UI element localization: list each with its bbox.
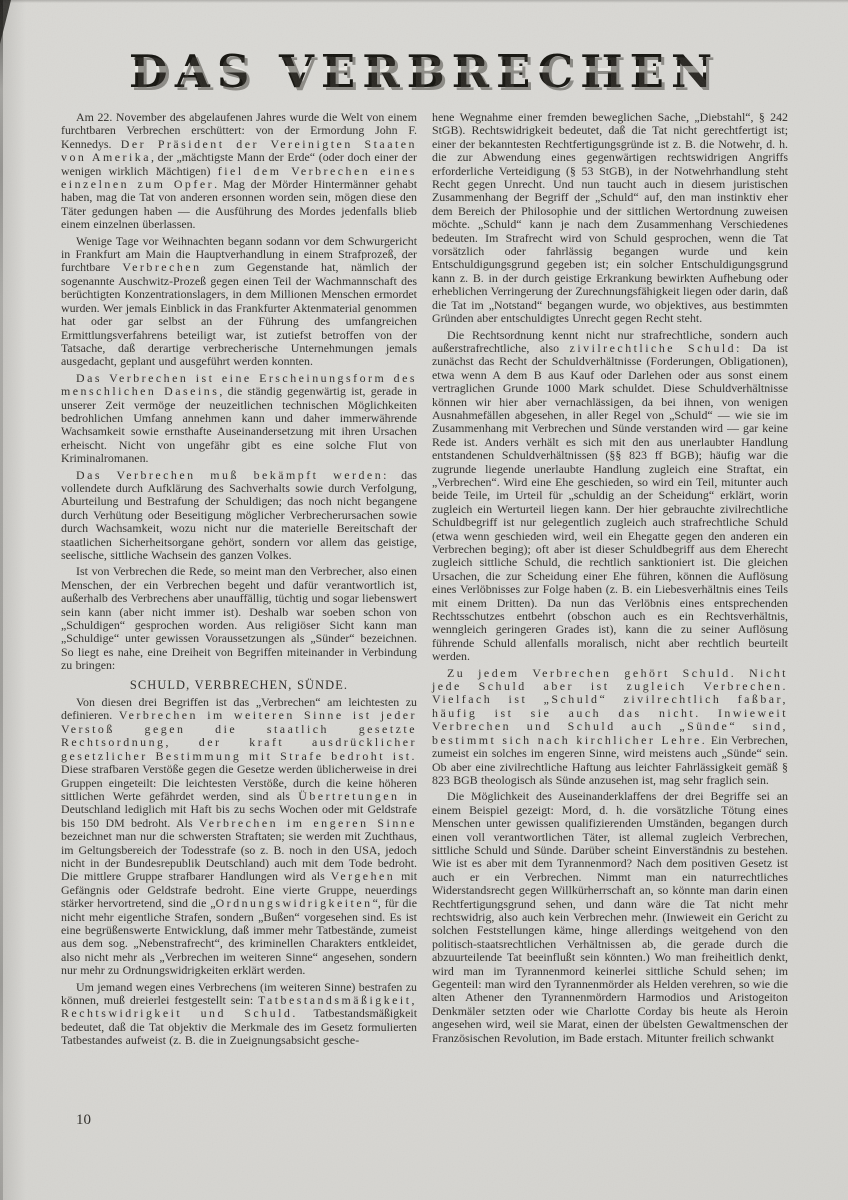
- body-text: mit Gefängnis oder Geldstrafe bedroht. Eine vierte Gruppe, neuerdings stärker hervortretend, sind die „: [61, 869, 417, 911]
- body-text: . Mag der Mörder Hintermänner gehabt haben, mag die Tat von anderen ersonnen worden sein, mögen diese den Täter gedungen haben — die Ausführung des Mordes jedenfalls blieb einem einzelnen überlassen.: [61, 177, 418, 232]
- right-column: [432, 111, 788, 1111]
- emphasized-text: Der Präsident der Vereinigten Staaten von Amerika: [61, 136, 417, 165]
- body-text: Diese strafbaren Verstöße gegen die Gesetze werden üblicherweise in drei Gruppen eingeteilt: Die leichtesten Verstöße, durch die keine höheren sittlichen Werte gefährdet werden, sind als: [61, 762, 417, 803]
- body-text: , der „mächtigste Mann der Erde“ (oder doch einer der wenigen wirklich Mächtigen): [61, 150, 417, 178]
- paragraph: [432, 329, 788, 664]
- gutter-shadow: [0, 0, 26, 1200]
- emphasized-text: Verbrechen im engeren Sinne: [198, 815, 417, 830]
- paragraph: [61, 696, 417, 978]
- emphasized-text: Übertretungen: [298, 788, 400, 803]
- emphasized-text: Tatbestandsmäßigkeit, Rechtswidrigkeit und Schuld.: [61, 993, 417, 1021]
- section-heading: SCHULD, VERBRECHEN, SÜNDE.: [129, 677, 349, 692]
- body-text: Die Möglichkeit des Auseinanderklaffens der drei Begriffe sei an einem Beispiel gezeigt: Mord, d. h. die vorsätzliche Tötung eines Menschen unter gewissen qualifizierenden Umständen, begangen durch einen voll verantwortlichen Täter, ist allemal zugleich Verbrechen, sittliche Schuld und Sünde. Darüber scheint Einverständnis zu bestehen. Wie ist es aber mit dem Tyrannenmord? Nach dem positiven Gesetz ist auch er ein Verbrechen. Nimmt man ein naturrechtliches Widerstandsrecht gegen Willkürherrschaft an, so könnte man darin einen Rechtfertigungsgrund sehen, und dann wäre die Tat nicht mehr rechtswidrig, also auch kein Verbrechen mehr. (Inwieweit ein Gericht zu solchen Feststellungen käme, hinge allerdings weitgehend von den politisch-staatsrechtlichen Verhältnissen ab, die gerade durch die abzuurteilende Tat beeinflußt sein könnten.) Wo man freiheitlich denkt, wird man im Tyrannenmord keinerlei sittliche Schuld sehen; im Gegenteil: man wird den Tyrannenmörder als Helden verehren, so wie die alten Athener den Tyrannenmördern Harmodios und Aristogeiton Denkmäler setzten oder wie Charlotte Corday bis heute als Heroin angesehen wird, weil sie Marat, einen der übelsten Gewaltmenschen der Französischen Revolution, im Bade erstach. Mitunter freilich schwankt: [432, 789, 788, 1045]
- body-text: Ist von Verbrechen die Rede, so meint man den Verbrecher, also einen Menschen, der ein Verbrechen begeht und dafür verantwortlich ist, außerhalb des Verbrechens aber unauffällig, tüchtig und sogar liebenswert sein kann (aber nicht immer ist). Deshalb war soeben schon von „Schuldigen“ gesprochen worden. Aus religiöser Sicht kann man „Schuldige“ unter gewissen Voraussetzungen als „Sünder“ bezeichnen. So liegt es nahe, eine Dreiheit von Begriffen miteinander in Verbindung zu bringen:: [61, 564, 417, 673]
- body-text: Die Rechtsordnung kennt nicht nur strafrechtliche, sondern auch außerstrafrechtliche, also: [432, 327, 788, 355]
- body-text: zum Gegenstande hat, nämlich der sogenannte Auschwitz-Prozeß gegen einen Teil der Wachmannschaft des berüchtigten Konzentrationslagers, in dem Millionen Menschen ermordet wurden. Wer jemals Einblick in das Frankfurter Aktenmaterial genommen hat oder gar selbst an der Führung des umfangreichen Ermittlungsverfahrens beteiligt war, ist zutiefst betroffen von der Tatsache, daß derartige verbrecherische Unternehmungen jemals ausgedacht, geplant und ausgeführt werden konnten.: [61, 260, 417, 369]
- paragraph: [61, 981, 417, 1048]
- paragraph: [61, 235, 417, 369]
- body-text: Von diesen drei Begriffen ist das „Verbrechen“ am leichtesten zu definieren.: [61, 695, 417, 723]
- body-text: hene Wegnahme einer fremden beweglichen Sache, „Diebstahl“, § 242 StGB). Rechtswidrigkeit bedeutet, daß die Tat nicht gerechtfertigt ist; einer der bekanntesten Rechtfertigungsgründe ist z. B. die Notwehr, d. h. die zur Abwendung eines gegenwärtigen rechtswidrigen Angriffs erforderliche Verteidigung (§ 53 StGB), in der Notwehrhandlung steht Recht gegen Unrecht. Und nun taucht auch in diesem juristischen Zusammenhang der Begriff der „Schuld“ auf, den man instinktiv eher dem Bereich der Philosophie und der sittlichen Wertordnung zuweisen möchte. „Schuld“ kann je nach dem Zusammenhang Verschiedenes bedeuten. Im Strafrecht wird von Schuld gesprochen, wenn die Tat vorsätzlich oder fahrlässig begangen wurde und kein Entschuldigungsgrund gegeben ist; ein solcher Entschuldigungsgrund kann z. B. in der durch geistige Erkrankung bewirkten Aufhebung oder erheblichen Verringerung der Zurechnungsfähigkeit liegen oder darin, daß die Tat im „Notstand“ begangen wurde, wo objektives, aus bestimmten Gründen aber entschuldigtes Unrecht gegen Recht steht.: [432, 110, 788, 326]
- body-text: in Deutschland lediglich mit Haft bis zu sechs Wochen oder mit Geldstrafe bis 150 DM bedroht. Als: [61, 788, 418, 830]
- body-text: Um jemand wegen eines Verbrechens (im weiteren Sinne) bestrafen zu können, muß dreierlei festgestellt sein:: [61, 979, 417, 1007]
- emphasized-text: Ordnungswidrigkeiten: [215, 896, 373, 911]
- emphasized-text: fiel dem Verbrechen eines einzelnen zum Opfer: [61, 163, 417, 192]
- paragraph: [432, 790, 788, 1045]
- body-text: Da ist zunächst das Recht der Schuldverhältnisse (Forderungen, Obligationen), etwa wenn A dem B aus Kauf oder Darlehen oder aus sonst einem vertraglichen Grunde 1000 Mark schuldet. Diese Schuldverhältnisse können wir hier aber vernachlässigen, da bei ihnen, von wenigen Ausnahmefällen abgesehen, in aller Regel von „Schuld“ — wie sie im Zusammenhang mit Verbrechen und Sünde verstanden wird — gar keine Rede ist. Anders verhält es sich mit den aus unerlaubter Handlung entstandenen Schuldverhältnissen (§§ 823 ff BGB); häufig war die zugrunde liegende unerlaubte Handlung zugleich eine Straftat, ein „Verbrechen“. Wird eine Ehe geschieden, so wird ein Teil, mitunter auch beide Teile, im Urteil für „schuldig an der Scheidung“ erklärt, worin zugleich ein Werturteil liegen kann. Der hier gebrauchte zivilrechtliche Schuldbegriff ist nur gelegentlich zugleich auch strafrechtliche Schuld (etwa wenn geschieden wird, weil ein Ehegatte gegen den anderen ein Verbrechen beging); oft aber ist dieser Schuldbegriff aus dem Eherecht zugleich sittliche Schuld, die rechtlich sanktioniert ist. Die gleichen Ursachen, die zur Scheidung einer Ehe führen, können die Auflösung eines Verlöbnisses zur Folge haben (z. B. ein Liebesverhältnis eines Teils mit einem Dritten). Da nun das Verlöbnis eines entsprechenden Rechtsschutzes entbehrt (obschon auch es ein Rechtsverhältnis, wenngleich geringeren Grades ist), kann die zu seiner Auflösung führende Schuld allenfalls moralisch, nicht aber rechtlich beurteilt werden.: [432, 340, 788, 664]
- article-body: [61, 111, 788, 1111]
- body-text: das vollendete durch Aufklärung des Sachverhalts sowie durch Verfolgung, Aburteilung und Bestrafung der Schuldigen; das noch nicht begangene durch Verhütung oder Beseitigung möglicher Verbrecherursachen sowie durch Wachsamkeit, wozu nicht nur die materielle Bereitschaft der staatlichen Sicherheitsorgane gehört, sondern vor allem das geistige, seelische, sittliche Wachsein des ganzen Volkes.: [61, 467, 417, 562]
- emphasized-text: Verbrechen im weiteren Sinne ist jeder Verstoß gegen die staatlich gesetzte Rechtsordnung, der kraft ausdrücklicher gesetzlicher Bestimmung mit Strafe bedroht ist.: [61, 708, 418, 763]
- paragraph: [61, 372, 417, 466]
- emphasized-text: Verbrechen: [122, 260, 202, 275]
- body-text: bezeichnet man nur die schwersten Straftaten; sie werden mit Zuchthaus, im Geltungsbereich der Todesstrafe (so z. B. noch in den USA, jedoch nicht in der Bundesrepublik Deutschland) auch mit dem Tode bedroht. Die mittlere Gruppe strafbarer Handlungen wird als: [61, 829, 417, 884]
- paragraph: [61, 111, 417, 232]
- paragraph: [61, 469, 417, 563]
- left-column: [61, 111, 417, 1111]
- scan-edge-artifact: [0, 0, 848, 3]
- emphasized-text: Zu jedem Verbrechen gehört Schuld. Nicht jede Schuld aber ist zugleich Verbrechen. Vielfach ist „Schuld“ zivilrechtlich faßbar, häufig ist sie auch das nicht. Inwieweit Verbrechen und Schuld auch „Sünde“ sind, bestimmt sich nach kirchlicher Lehre.: [432, 665, 788, 747]
- emphasized-text: zivilrechtliche Schuld:: [569, 340, 742, 355]
- body-text: Wenige Tage vor Weihnachten begann sodann vor dem Schwurgericht in Frankfurt am Main die Hauptverhandlung in einem Strafprozeß, der furchtbare: [61, 233, 417, 275]
- emphasized-text: Das Verbrechen ist eine Erscheinungsform des menschlichen Daseins: [61, 370, 417, 399]
- body-text: Tatbestandsmäßigkeit bedeutet, daß die Tat objektiv die Merkmale des im Gesetz formulierten Tatbestandes aufweist (z. B. die in Zueignungsabsicht gesche-: [61, 1006, 418, 1048]
- page-number: 10: [76, 1112, 91, 1128]
- body-text: “, für die nicht mehr eigentliche Strafen, sondern „Bußen“ vorgesehen sind. Es ist eine begrüßenswerte Entwicklung, daß immer mehr Tatbestände, zumeist aus dem sog. „Nebenstrafrecht“, des kriminellen Charakters entkleidet, also nicht mehr als „Verbrechen im weiteren Sinne“ angesehen, sondern nur mehr zu Ordnungswidrigkeiten erklärt werden.: [61, 896, 417, 978]
- emphasized-text: Das Verbrechen muß bekämpft werden:: [76, 467, 389, 482]
- body-text: Am 22. November des abgelaufenen Jahres wurde die Welt von einem furchtbaren Verbrechen erschüttert: von der Ermordung John F. Kennedys.: [61, 110, 417, 151]
- emphasized-text: Vergehen: [330, 869, 396, 884]
- paragraph: [432, 667, 788, 788]
- paragraph: [61, 565, 417, 672]
- page-title: DAS VERBRECHEN: [0, 49, 848, 94]
- body-text: Ein Verbrechen, zumeist ein solches im engeren Sinne, wird meistens auch „Sünde“ sein. Ob aber eine zivilrechtliche Haftung aus leichter Fahrlässigkeit gemäß § 823 BGB theologisch als Sünde anzusehen ist, mag sehr fraglich sein.: [432, 732, 788, 787]
- body-text: , die ständig gegenwärtig ist, gerade in unserer Zeit vermöge der neuzeitlichen technischen Möglichkeiten bedrohlichen Umfang annehmen kann und daher immerwährende Wachsamkeit sowie ernsthafte Auseinandersetzung mit ihren Ursachen erheischt. Nicht von ungefähr gibt es eine solche Flut von Kriminalromanen.: [61, 384, 417, 466]
- paragraph: [432, 111, 788, 326]
